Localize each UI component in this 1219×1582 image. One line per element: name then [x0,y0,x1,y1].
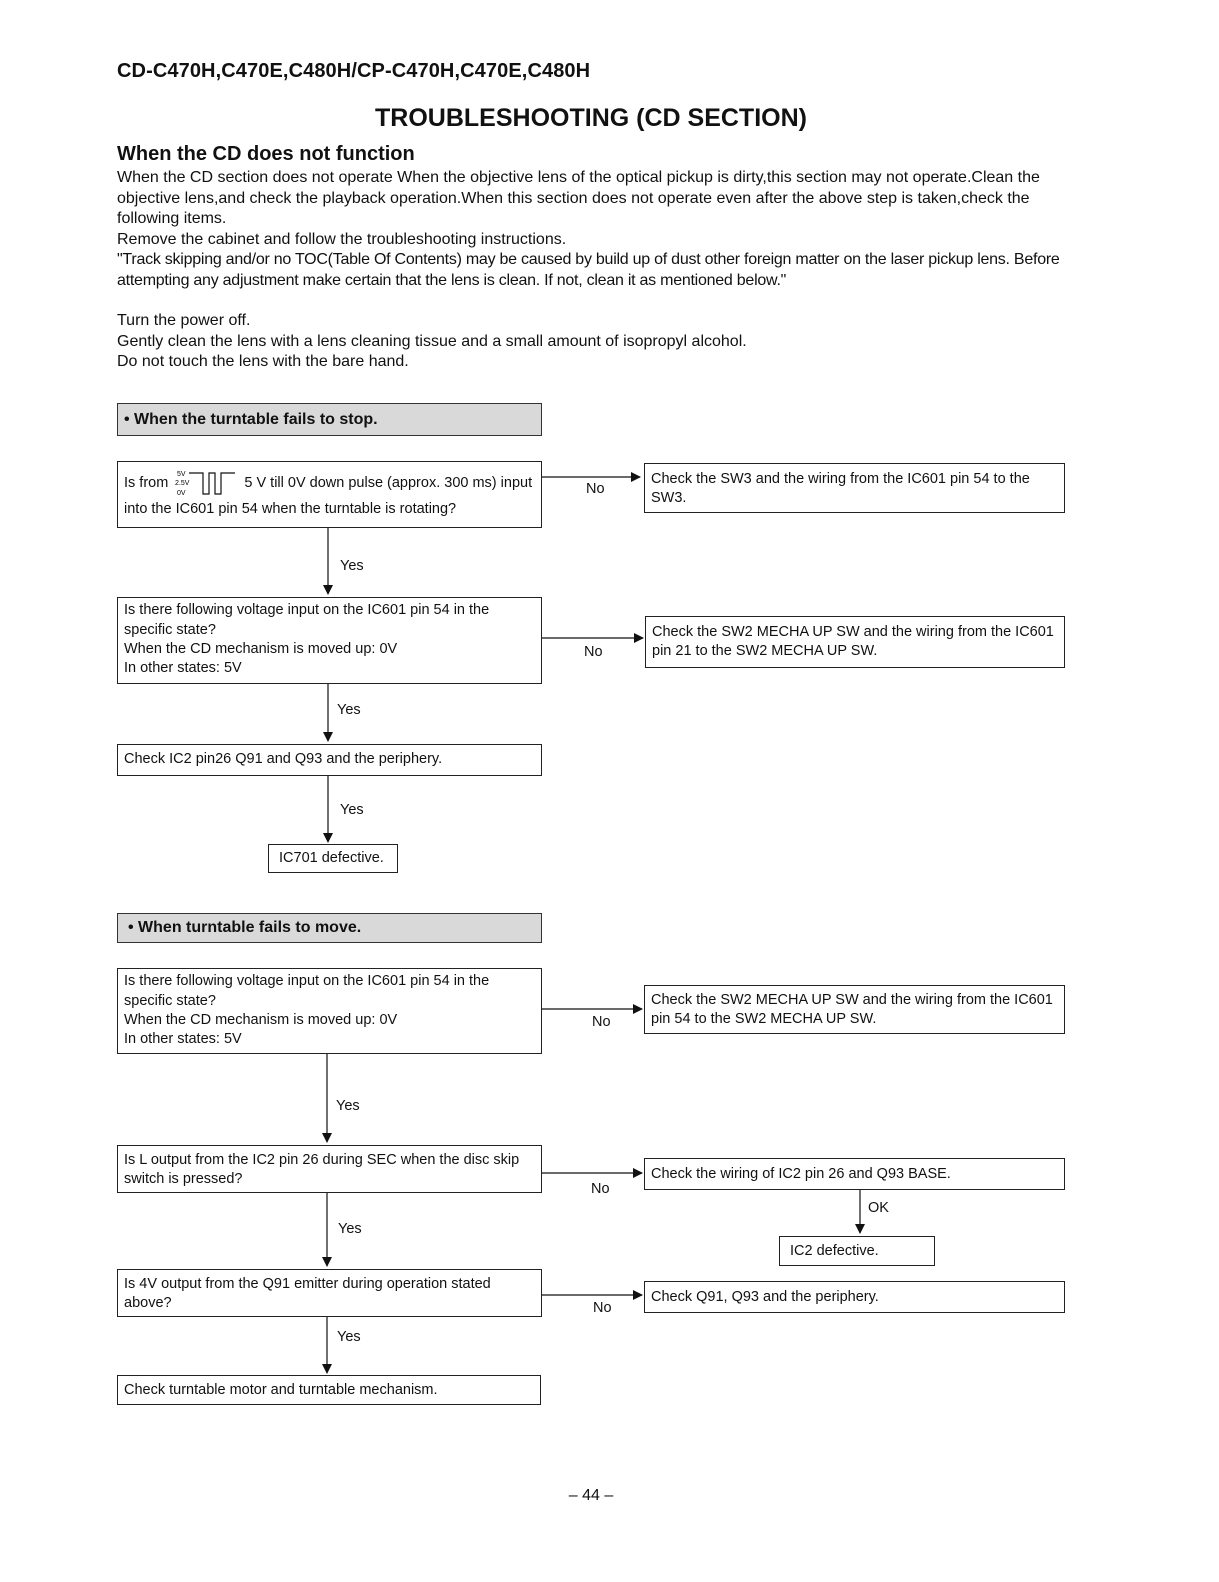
intro-paragraph: Gently clean the lens with a lens cleaning tissue and a small amount of isopropyl alcohol. [117,332,747,350]
section1-question3: Check IC2 pin26 Q91 and Q93 and the periphery. [117,744,542,776]
q1-line2: into the IC601 pin 54 when the turntable is rotating? [124,501,457,517]
no-label: No [591,1181,610,1197]
section1-answer1: Check the SW3 and the wiring from the IC601 pin 54 to the SW3. [644,463,1065,513]
page-number: – 44 – [568,1487,614,1504]
section2-question3: Is 4V output from the Q91 emitter during operation stated above? [117,1269,542,1317]
q-line: In other states: 5V [124,1030,242,1047]
section2-answer2: Check the wiring of IC2 pin 26 and Q93 BASE. [644,1158,1065,1190]
intro-paragraph: "Track skipping and/or no TOC(Table Of Contents) may be caused by build up of dust other foreign matter on the laser pickup lens. Before attempting any adjustment make certain that the lens is clean. If not, clean it as mentioned below." [117,251,1060,289]
intro-paragraph: Do not touch the lens with the bare hand. [117,353,409,370]
section2-answer3: Check Q91, Q93 and the periphery. [644,1281,1065,1313]
no-label: No [592,1014,611,1030]
q2-line: When the CD mechanism is moved up: 0V [124,641,398,657]
pulse-label: 5V [177,471,186,478]
section1-end: IC701 defective. [268,844,398,873]
yes-label: Yes [338,1221,362,1237]
section2-end: Check turntable motor and turntable mechanism. [117,1375,541,1405]
section1-question2 [117,597,542,684]
intro-paragraph: When the CD section does not operate When the objective lens of the optical pickup is dirty,this section may not operate.Clean the objective lens,and check the playback operation.When this section does not operate even after the above step is taken,check the following items. [117,169,1040,227]
no-label: No [584,644,603,660]
q1-pre-text: Is from [124,474,169,491]
pulse-label: 2.5V [175,480,190,487]
section2-question2: Is L output from the IC2 pin 26 during SEC when the disc skip switch is pressed? [117,1145,542,1193]
section1-heading: • When the turntable fails to stop. [117,403,542,436]
yes-label: Yes [337,1329,361,1345]
ok-label: OK [868,1200,889,1216]
yes-label: Yes [336,1098,360,1114]
yes-label: Yes [340,802,364,818]
q2-line: Is there following voltage input on the IC601 pin 54 in the specific state? [124,602,490,638]
section-heading: When the CD does not function [117,143,415,165]
intro-text [117,168,1079,373]
no-label: No [593,1300,612,1316]
q-line: When the CD mechanism is moved up: 0V [124,1012,398,1028]
no-label: No [586,481,605,497]
model-number: CD-C470H,C470E,C480H/CP-C470H,C470E,C480H [117,60,591,82]
section2-ok-result: IC2 defective. [779,1236,935,1266]
pulse-waveform-icon [175,468,237,498]
intro-paragraph: Remove the cabinet and follow the troubleshooting instructions. [117,230,567,248]
section1-question1 [117,461,542,528]
section2-question1 [117,968,542,1054]
yes-label: Yes [340,558,364,574]
q2-line: In other states: 5V [124,659,242,676]
section2-heading: • When turntable fails to move. [117,913,542,943]
section1-answer2: Check the SW2 MECHA UP SW and the wiring from the IC601 pin 21 to the SW2 MECHA UP SW. [645,616,1065,668]
section2-answer1: Check the SW2 MECHA UP SW and the wiring from the IC601 pin 54 to the SW2 MECHA UP SW. [644,985,1065,1034]
intro-paragraph: Turn the power off. [117,312,251,329]
yes-label: Yes [337,702,361,718]
q1-post-text: 5 V till 0V down pulse (approx. 300 ms) input [244,474,533,491]
pulse-label: 0V [177,490,186,497]
page-title: TROUBLESHOOTING (CD SECTION) [375,104,807,132]
q-line: Is there following voltage input on the IC601 pin 54 in the specific state? [124,973,490,1009]
